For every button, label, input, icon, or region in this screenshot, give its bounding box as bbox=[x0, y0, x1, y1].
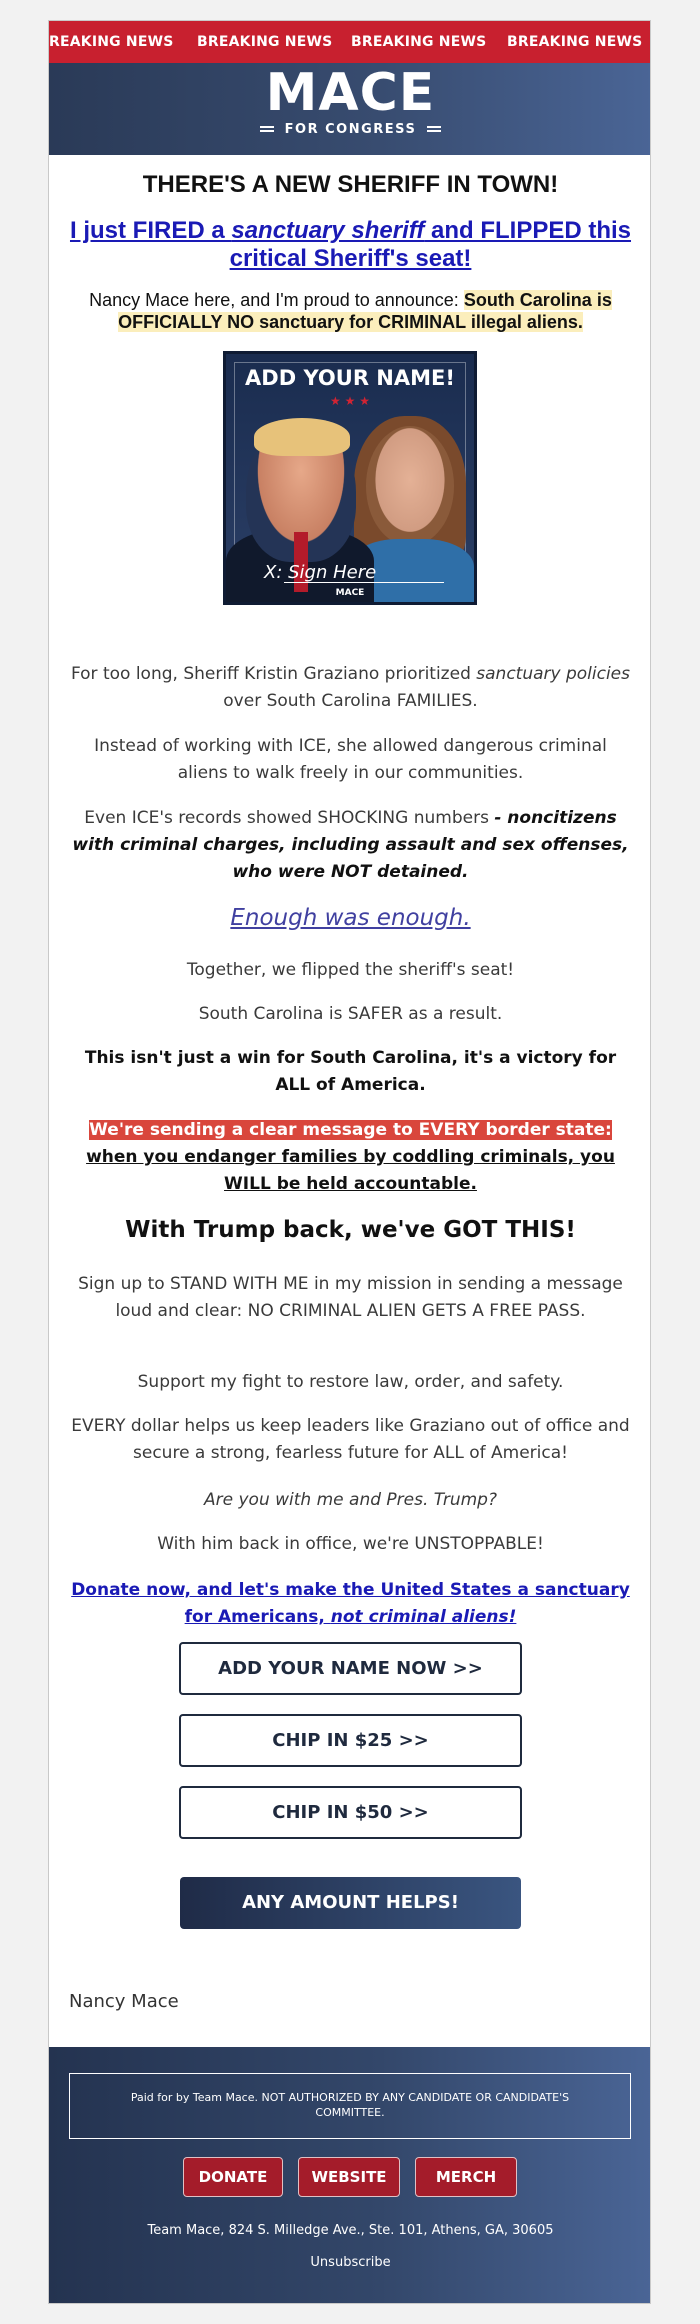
paragraph bbox=[69, 661, 632, 715]
ticker-item: BREAKING NEWS bbox=[351, 34, 487, 50]
chip-in-50-button[interactable]: CHIP IN $50 >> bbox=[179, 1786, 522, 1839]
any-amount-button[interactable]: ANY AMOUNT HELPS! bbox=[180, 1877, 521, 1929]
star-icons: ★ ★ ★ bbox=[330, 394, 370, 408]
paid-for-disclaimer: Paid for by Team Mace. NOT AUTHORIZED BY ANY CANDIDATE OR CANDIDATE'S COMMITTEE. bbox=[69, 2073, 631, 2139]
text-bold-italic: - noncitizens with criminal charges, including assault and sex offenses, who were NOT detained. bbox=[72, 808, 629, 882]
text-italic: sanctuary policies bbox=[476, 664, 630, 684]
accountable-message bbox=[69, 1117, 632, 1198]
headline-part: and FLIPPED this critical Sheriff's seat! bbox=[229, 217, 632, 272]
portrait-hair bbox=[254, 418, 350, 456]
ticker-item: BREAKING NEWS bbox=[507, 34, 643, 50]
paragraph-bold: This isn't just a win for South Carolina, it's a victory for ALL of America. bbox=[84, 1048, 617, 1095]
email-card bbox=[48, 20, 651, 2304]
donate-link[interactable] bbox=[69, 1577, 632, 1631]
paragraph bbox=[69, 805, 632, 886]
breaking-news-ticker bbox=[49, 21, 651, 63]
ticker-item: BREAKING NEWS bbox=[197, 34, 333, 50]
donate-button[interactable]: DONATE bbox=[183, 2157, 283, 2197]
announcement bbox=[69, 289, 632, 333]
paragraph: Sign up to STAND WITH ME in my mission in sending a message loud and clear: NO CRIMINAL ALIEN GETS A FREE PASS. bbox=[78, 1274, 623, 1321]
headline-link[interactable] bbox=[69, 217, 632, 273]
announce-highlight: South Carolina is OFFICIALLY NO sanctuary for CRIMINAL illegal aliens. bbox=[118, 290, 612, 332]
merch-button[interactable]: MERCH bbox=[415, 2157, 517, 2197]
paragraph: Support my fight to restore law, order, and safety. bbox=[137, 1372, 564, 1392]
signature-line bbox=[284, 582, 444, 583]
paragraph: With him back in office, we're UNSTOPPABLE! bbox=[157, 1534, 544, 1554]
portrait-face bbox=[366, 426, 454, 546]
headline-part: I just FIRED a bbox=[69, 217, 232, 244]
header-banner bbox=[49, 63, 651, 155]
page-title: THERE'S A NEW SHERIFF IN TOWN! bbox=[142, 171, 559, 198]
chip-in-25-button[interactable]: CHIP IN $25 >> bbox=[179, 1714, 522, 1767]
enough-link[interactable]: Enough was enough. bbox=[230, 905, 471, 931]
add-your-name-graphic[interactable] bbox=[223, 351, 477, 605]
headline-italic: sanctuary sheriff bbox=[231, 217, 425, 244]
text: Donate now, and let's make the United States a sanctuary for Americans, bbox=[71, 1580, 630, 1627]
add-your-name-button[interactable]: ADD YOUR NAME NOW >> bbox=[179, 1642, 522, 1695]
paragraph: South Carolina is SAFER as a result. bbox=[198, 1004, 503, 1024]
graphic-brand: MACE bbox=[335, 588, 365, 598]
red-highlight: We're sending a clear message to EVERY border state: bbox=[89, 1120, 612, 1140]
logo-subtitle-row bbox=[49, 118, 651, 137]
logo-divider bbox=[260, 126, 274, 132]
section-heading: With Trump back, we've GOT THIS! bbox=[125, 1217, 576, 1243]
website-button[interactable]: WEBSITE bbox=[298, 2157, 400, 2197]
paragraph: EVERY dollar helps us keep leaders like Graziano out of office and secure a strong, fearless future for ALL of America! bbox=[71, 1416, 630, 1463]
ticker-item: REAKING NEWS bbox=[49, 34, 174, 50]
unsubscribe-link[interactable]: Unsubscribe bbox=[310, 2255, 391, 2270]
mailing-address: Team Mace, 824 S. Milledge Ave., Ste. 101, Athens, GA, 30605 bbox=[147, 2223, 554, 2238]
text: over South Carolina FAMILIES. bbox=[223, 691, 478, 711]
paragraph: Together, we flipped the sheriff's seat! bbox=[186, 960, 515, 980]
text: Even ICE's records showed SHOCKING numbers bbox=[84, 808, 495, 828]
footer bbox=[49, 2047, 651, 2304]
paragraph-italic: Are you with me and Pres. Trump? bbox=[204, 1490, 497, 1510]
text-italic: not criminal aliens! bbox=[330, 1607, 517, 1627]
paragraph: Instead of working with ICE, she allowed dangerous criminal aliens to walk freely in our communities. bbox=[94, 736, 607, 783]
announce-lead: Nancy Mace here, and I'm proud to announce: bbox=[89, 290, 464, 310]
logo: MACE bbox=[265, 63, 436, 123]
sign-here-label: X: Sign Here bbox=[264, 562, 377, 583]
graphic-title: ADD YOUR NAME! bbox=[245, 366, 455, 390]
logo-subtitle: FOR CONGRESS bbox=[284, 122, 417, 137]
signature: Nancy Mace bbox=[69, 1991, 179, 2012]
underlined-text: when you endanger families by coddling criminals, you WILL be held accountable. bbox=[86, 1147, 615, 1194]
logo-divider bbox=[427, 126, 441, 132]
text: For too long, Sheriff Kristin Graziano prioritized bbox=[70, 664, 477, 684]
